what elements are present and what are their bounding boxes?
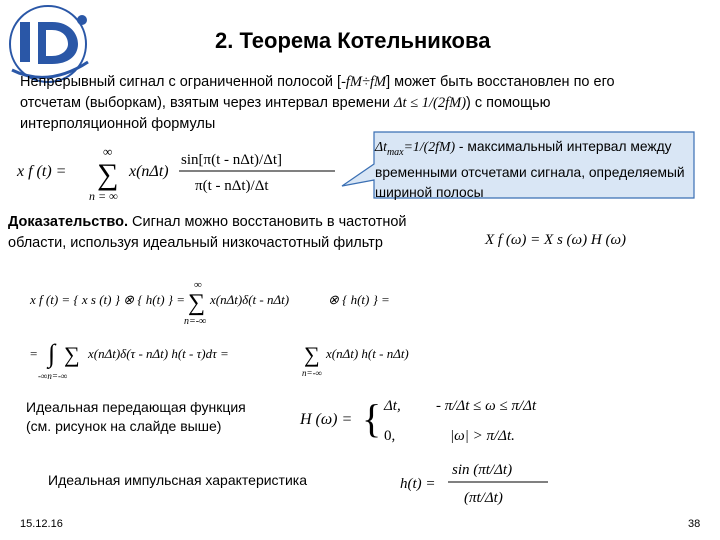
impulse-numerator: sin (πt/Δt): [452, 462, 513, 478]
conv-sum-top: ∞: [194, 279, 202, 291]
callout-lead-sub: max: [386, 146, 404, 158]
interp-numerator: sin[π(t - nΔt)/Δt]: [181, 152, 283, 168]
intro-band: -fM÷fM: [341, 74, 387, 90]
transfer-case1-cond: - π/Δt ≤ ω ≤ π/Δt: [436, 398, 537, 414]
transfer-case2-value: 0,: [384, 428, 396, 444]
interp-sum-bottom: n = ∞: [89, 189, 118, 203]
convolution-formula: [28, 276, 448, 388]
callout-description: - максимальный интервал между временными отсчетами сигнала, определяемый шириной полосы: [375, 139, 685, 200]
intro-interval: Δt ≤ 1/(2fM): [393, 95, 467, 111]
callout-value: =1/(2fM): [403, 139, 456, 154]
transfer-caption-line1: Идеальная передающая функция: [26, 399, 246, 415]
equals-icon: =: [30, 346, 38, 361]
transfer-case1-value: Δt,: [384, 398, 401, 414]
conv-line1-mid: x(nΔt)δ(t - nΔt): [210, 292, 290, 307]
intro-text-after: ) с помощью интерполяционной формулы: [20, 95, 551, 132]
transfer-caption: [26, 398, 246, 436]
brace-icon: {: [362, 396, 382, 441]
impulse-formula: [398, 456, 578, 512]
sum-icon: ∑: [97, 158, 119, 191]
footer-page-number: 38: [688, 518, 701, 530]
interp-lhs: x f (t) =: [17, 163, 67, 180]
conv-line2-sum: x(nΔt) h(t - nΔt): [326, 346, 409, 361]
conv-int-bottom: -∞n=-∞: [38, 371, 68, 381]
conv-line2-int: x(nΔt)δ(τ - nΔt) h(t - τ)dτ =: [88, 346, 229, 361]
interp-term: x(nΔt): [129, 163, 169, 180]
callout-text: [375, 137, 695, 203]
frequency-formula: X f (ω) = X s (ω) H (ω): [485, 232, 627, 248]
conv-sum-bottom: n=-∞: [184, 316, 207, 327]
sum-icon: ∑: [188, 290, 206, 316]
intro-paragraph: [20, 72, 660, 135]
sum-icon: ∑: [64, 342, 80, 367]
proof-label: Доказательство.: [8, 214, 129, 230]
conv-sum2-bottom: n=-∞: [302, 368, 322, 378]
interp-sum-top: ∞: [103, 144, 113, 159]
intro-text-before: Непрерывный сигнал с ограниченной полосой [: [20, 74, 342, 90]
sum-icon: ∑: [304, 342, 320, 367]
integral-icon: ∫: [48, 339, 56, 368]
footer-date: 15.12.16: [20, 518, 63, 530]
slide-title: 2. Теорема Котельникова: [215, 28, 491, 53]
callout-lead: Δt: [375, 139, 387, 154]
interp-denominator: π(t - nΔt)/Δt: [195, 178, 269, 194]
interpolation-formula: [15, 142, 345, 204]
conv-line1-rhs: ⊗ { h(t) } =: [328, 292, 390, 307]
impulse-caption: Идеальная импульсная характеристика: [48, 472, 308, 488]
conv-line1-lhs: x f (t) = { x s (t) } ⊗ { h(t) } =: [30, 292, 186, 307]
transfer-caption-line2: (см. рисунок на слайде выше): [26, 418, 222, 434]
proof-paragraph: [8, 212, 468, 254]
transfer-case2-cond: |ω| > π/Δt.: [450, 428, 515, 444]
intro-text-middle: ] может быть восстановлен по его отсчетам (выборкам), взятым через интервал времени: [20, 74, 615, 111]
impulse-lhs: h(t) =: [400, 476, 436, 492]
impulse-denominator: (πt/Δt): [464, 490, 503, 506]
transfer-formula: [298, 388, 598, 450]
proof-text: Сигнал можно восстановить в частотной области, используя идеальный низкочастотный фильтр: [8, 214, 407, 251]
transfer-lhs: H (ω) =: [300, 411, 353, 428]
